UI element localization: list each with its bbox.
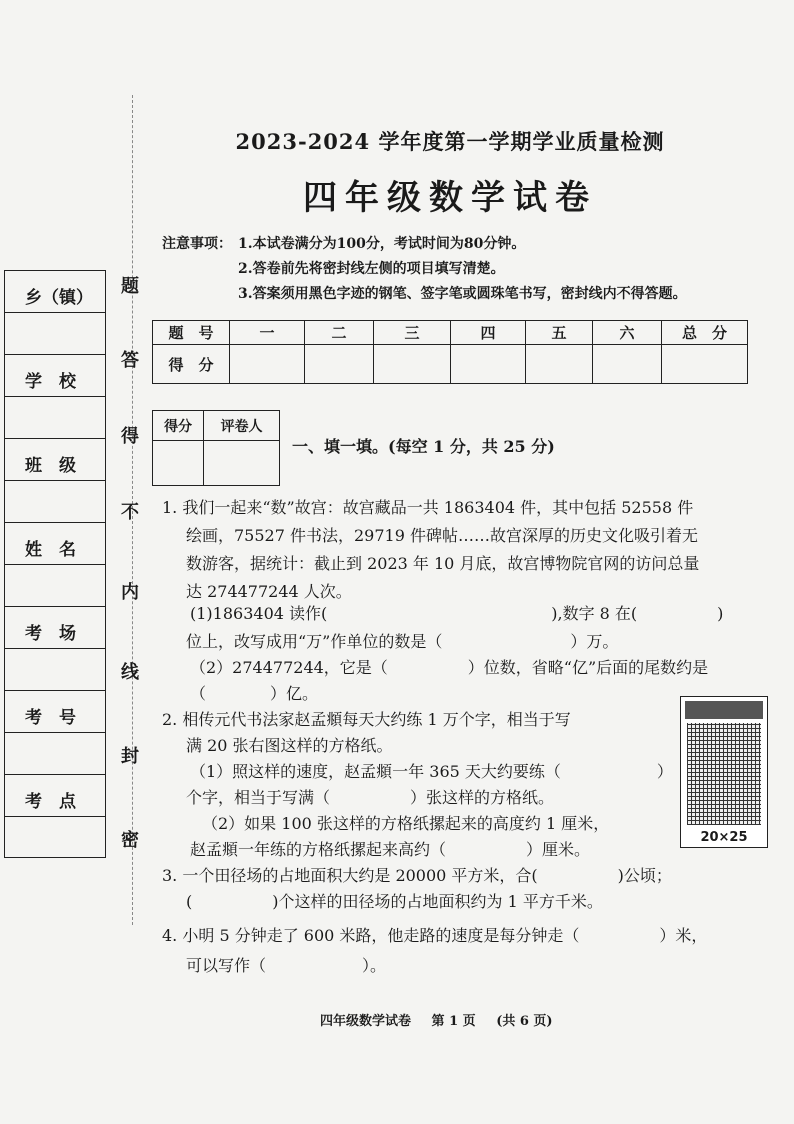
footer-page-number: 第 1 页 [431, 1014, 476, 1029]
seal-char: 密 [121, 830, 139, 851]
score-cell[interactable] [230, 345, 305, 384]
score-header: 题 号 [153, 321, 230, 345]
question-2-sub-1: 个字，相当于写满（ ）张这样的方格纸。 [186, 788, 555, 807]
sidebar-field-name: 姓 名 [5, 523, 105, 565]
sidebar-field-class: 班 级 [5, 439, 105, 481]
question-4-line: 可以写作（ ）。 [186, 956, 387, 975]
score-cell[interactable] [451, 345, 526, 384]
question-3-line: ( )个这样的田径场的占地面积约为 1 平方千米。 [186, 892, 603, 911]
sidebar-field-exam-site: 考 点 [5, 775, 105, 817]
score-header: 五 [526, 321, 593, 345]
sidebar-field-township: 乡（镇） [5, 271, 105, 313]
grader-name-cell[interactable] [204, 441, 280, 486]
grader-table [152, 410, 280, 486]
sidebar-field-exam-room: 考 场 [5, 607, 105, 649]
notes-label: 注意事项： [162, 236, 232, 252]
sidebar-field-exam-number: 考 号 [5, 691, 105, 733]
grid-paper-caption: 20×25 [700, 830, 748, 845]
note-item: 3.答案须用黑色字迹的钢笔、签字笔或圆珠笔书写，密封线内不得答题。 [238, 286, 687, 302]
sidebar-field-school: 学 校 [5, 355, 105, 397]
score-cell[interactable] [593, 345, 662, 384]
sidebar-blank[interactable] [5, 565, 105, 607]
score-cell[interactable] [305, 345, 374, 384]
score-header: 四 [451, 321, 526, 345]
question-2-line: 满 20 张右图这样的方格纸。 [186, 736, 393, 755]
score-header: 一 [230, 321, 305, 345]
sidebar-blank[interactable] [5, 481, 105, 523]
grid-paper-lines [687, 723, 761, 825]
question-1-line: 达 274477244 人次。 [186, 582, 352, 601]
sidebar-blank[interactable] [5, 733, 105, 775]
grid-paper-header [685, 701, 763, 719]
question-1-sub-2: （ ）亿。 [190, 684, 319, 703]
question-1-line: 1. 我们一起来“数”故宫：故宫藏品一共 1863404 件，其中包括 52558 件 [162, 498, 694, 517]
grader-score-label: 得分 [153, 411, 204, 441]
question-1-line: 数游客，据统计：截止到 2023 年 10 月底，故宫博物院官网的访问总量 [186, 554, 700, 573]
grid-paper-image [680, 696, 768, 848]
sidebar-blank[interactable] [5, 649, 105, 691]
question-1-sub-1: (1)1863404 读作( ),数字 8 在( ) [190, 604, 724, 623]
grader-name-label: 评卷人 [204, 411, 280, 441]
seal-char: 内 [121, 582, 139, 603]
score-cell[interactable] [662, 345, 748, 384]
footer-total-pages: (共 6 页) [496, 1014, 553, 1029]
question-1-line: 绘画，75527 件书法，29719 件碑帖……故宫深厚的历史文化吸引着无 [186, 526, 698, 545]
seal-char: 题 [121, 276, 139, 297]
grader-score-cell[interactable] [153, 441, 204, 486]
score-header: 三 [374, 321, 451, 345]
binding-sidebar [4, 270, 106, 858]
score-header: 二 [305, 321, 374, 345]
score-header: 总 分 [662, 321, 748, 345]
score-table [152, 320, 748, 384]
seal-char: 得 [121, 426, 139, 447]
note-item: 1.本试卷满分为100分，考试时间为80分钟。 [238, 236, 526, 252]
seal-char: 线 [121, 662, 139, 683]
question-1-sub-1: 位上，改写成用“万”作单位的数是（ ）万。 [186, 632, 619, 651]
question-2-sub-1: （1）照这样的速度，赵孟頫一年 365 天大约要练（ ） [190, 762, 673, 781]
note-item: 2.答卷前先将密封线左侧的项目填写清楚。 [238, 261, 505, 277]
question-2-line: 2. 相传元代书法家赵孟頫每天大约练 1 万个字，相当于写 [162, 710, 571, 729]
question-3-line: 3. 一个田径场的占地面积大约是 20000 平方米，合( )公顷； [162, 866, 672, 885]
question-2-sub-2: 赵孟頫一年练的方格纸摞起来高约（ ）厘米。 [190, 840, 591, 859]
question-4-line: 4. 小明 5 分钟走了 600 米路，他走路的速度是每分钟走（ ）米， [162, 926, 708, 945]
page-footer [320, 1010, 569, 1029]
sidebar-blank[interactable] [5, 397, 105, 439]
score-row-label: 得 分 [153, 345, 230, 384]
seal-char: 不 [121, 502, 139, 523]
seal-char: 封 [121, 746, 139, 767]
seal-char: 答 [121, 350, 139, 371]
question-1-sub-2: （2）274477244，它是（ ）位数，省略“亿”后面的尾数约是 [190, 658, 709, 677]
exam-title-subject: 四年级数学试卷 [303, 178, 597, 218]
seal-line-text [116, 260, 144, 860]
exam-title-year: 2023-2024 学年度第一学期学业质量检测 [235, 129, 665, 154]
section-title: 一、填一填。(每空 1 分，共 25 分) [292, 437, 555, 456]
score-cell[interactable] [526, 345, 593, 384]
sidebar-blank[interactable] [5, 817, 105, 857]
footer-exam-name: 四年级数学试卷 [320, 1014, 412, 1029]
question-2-sub-2: （2）如果 100 张这样的方格纸摞起来的高度约 1 厘米， [202, 814, 610, 833]
score-cell[interactable] [374, 345, 451, 384]
score-header: 六 [593, 321, 662, 345]
sidebar-blank[interactable] [5, 313, 105, 355]
